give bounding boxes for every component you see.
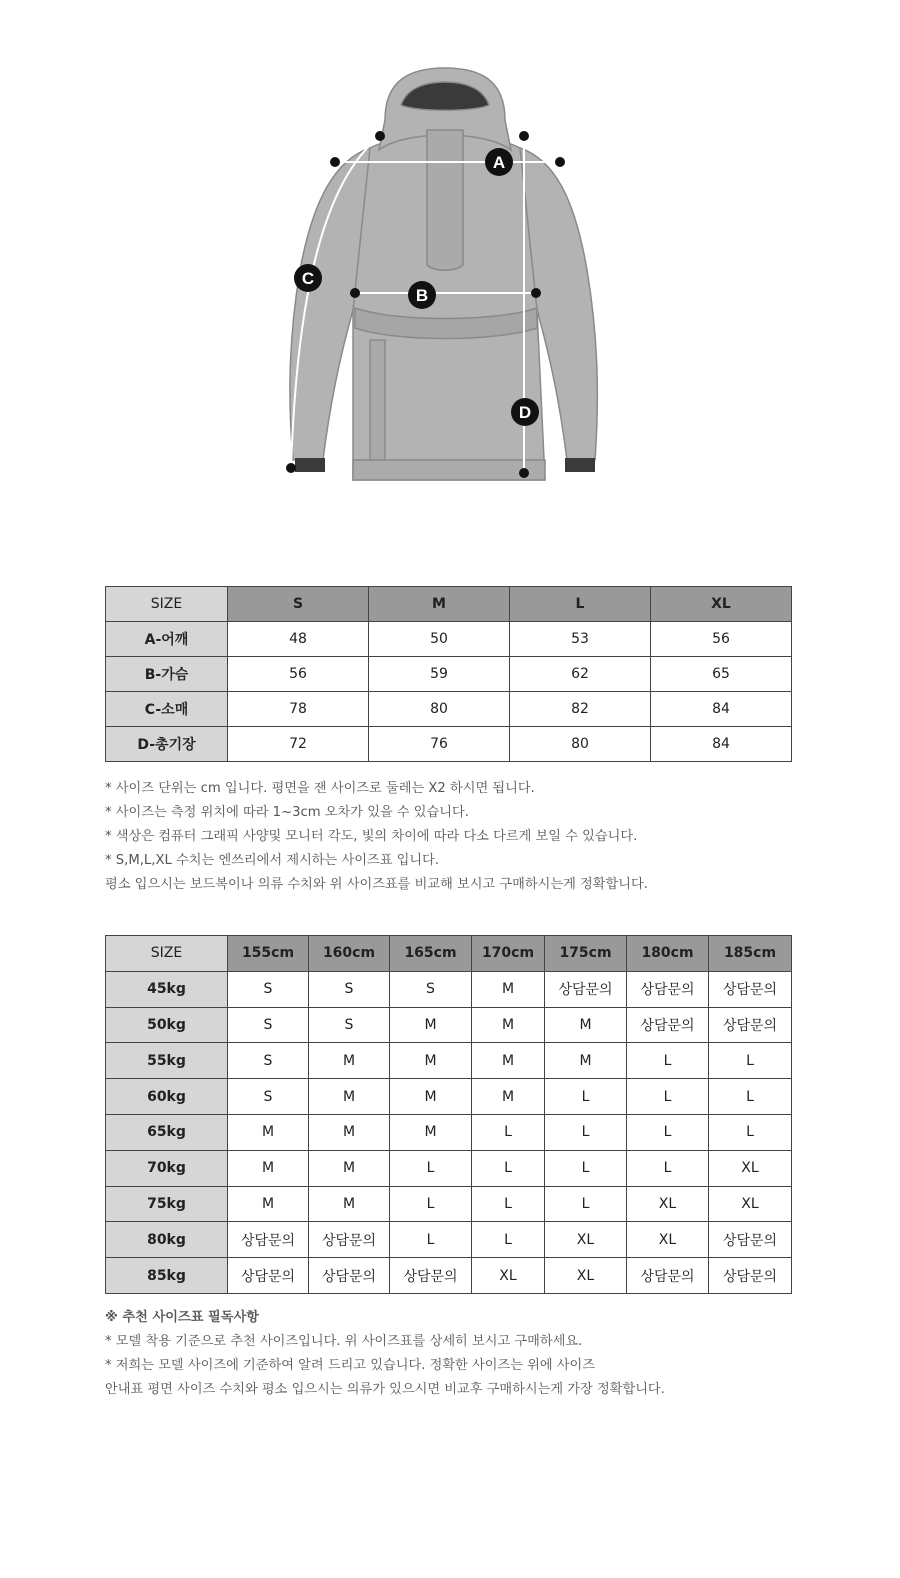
table-cell: L (472, 1114, 545, 1150)
row-label: 75kg (106, 1186, 228, 1222)
table-cell: 62 (510, 657, 651, 692)
table-cell: 59 (369, 657, 510, 692)
svg-text:D: D (518, 403, 532, 422)
table-cell: L (709, 1079, 792, 1115)
table-cell: 84 (651, 692, 792, 727)
table-cell: 80 (510, 727, 651, 762)
table-cell: 상담문의 (709, 1258, 792, 1294)
table-row (106, 1258, 792, 1294)
header-cell: S (228, 587, 369, 622)
note-line: * 저희는 모델 사이즈에 기준하여 알려 드리고 있습니다. 정확한 사이즈는 위에 사이즈 (105, 1358, 596, 1373)
table-cell: XL (627, 1186, 709, 1222)
header-cell: SIZE (106, 587, 228, 622)
table-row (106, 1079, 792, 1115)
table-cell: L (472, 1186, 545, 1222)
table-cell: S (390, 971, 472, 1007)
table-row (106, 1043, 792, 1079)
table-cell: 56 (651, 622, 792, 657)
row-label: D-총기장 (106, 727, 228, 762)
row-label: A-어깨 (106, 622, 228, 657)
header-cell: 180cm (627, 936, 709, 972)
table-cell: XL (709, 1186, 792, 1222)
table-cell: XL (545, 1222, 627, 1258)
table-cell: XL (472, 1258, 545, 1294)
row-label: 70kg (106, 1150, 228, 1186)
table-cell: S (309, 971, 390, 1007)
row-label: B-가슴 (106, 657, 228, 692)
table-cell: 상담문의 (627, 1007, 709, 1043)
table-row (106, 1007, 792, 1043)
table-cell: M (472, 971, 545, 1007)
jacket-measurement-figure (275, 60, 615, 500)
table-cell: M (309, 1114, 390, 1150)
table-cell: XL (709, 1150, 792, 1186)
table-cell: 상담문의 (627, 1258, 709, 1294)
note-line: * 모델 착용 기준으로 추천 사이즈입니다. 위 사이즈표를 상세히 보시고 구매하세요. (105, 1334, 583, 1349)
header-cell: L (510, 587, 651, 622)
table-cell: L (709, 1043, 792, 1079)
table-row (106, 971, 792, 1007)
table-cell: 82 (510, 692, 651, 727)
table-cell: L (627, 1043, 709, 1079)
table-cell: 상담문의 (709, 1222, 792, 1258)
table-cell: M (228, 1114, 309, 1150)
marker-a (485, 148, 513, 176)
table-cell: 80 (369, 692, 510, 727)
table-cell: 상담문의 (309, 1222, 390, 1258)
table-cell: 84 (651, 727, 792, 762)
table-cell: L (390, 1150, 472, 1186)
table-cell: L (545, 1186, 627, 1222)
note-line: * 사이즈는 측정 위치에 따라 1~3cm 오차가 있을 수 있습니다. (105, 805, 469, 820)
table-cell: 53 (510, 622, 651, 657)
table-cell: L (472, 1222, 545, 1258)
recommendation-notes (105, 1306, 665, 1402)
header-cell: XL (651, 587, 792, 622)
marker-b (408, 281, 436, 309)
note-line: * 색상은 컴퓨터 그래픽 사양및 모니터 각도, 빛의 차이에 따라 다소 다르게 보일 수 있습니다. (105, 829, 638, 844)
table-cell: 상담문의 (309, 1258, 390, 1294)
table-cell: M (472, 1079, 545, 1115)
table-cell: L (390, 1186, 472, 1222)
table-row (106, 1114, 792, 1150)
table-cell: M (472, 1043, 545, 1079)
svg-text:C: C (301, 269, 315, 288)
note-line: 안내표 평면 사이즈 수치와 평소 입으시는 의류가 있으시면 비교후 구매하시는게 가장 정확합니다. (105, 1382, 665, 1397)
row-label: 85kg (106, 1258, 228, 1294)
note-line: * 사이즈 단위는 cm 입니다. 평면을 잰 사이즈로 둘레는 X2 하시면 됩니다. (105, 781, 535, 796)
table-cell: XL (545, 1258, 627, 1294)
svg-text:B: B (415, 286, 429, 305)
table-header-row (106, 587, 792, 622)
svg-text:A: A (492, 153, 506, 172)
table-cell: L (545, 1079, 627, 1115)
table-cell: 상담문의 (709, 1007, 792, 1043)
header-cell: 185cm (709, 936, 792, 972)
table-cell: 50 (369, 622, 510, 657)
table-row (106, 1186, 792, 1222)
table-cell: L (709, 1114, 792, 1150)
table-cell: 상담문의 (390, 1258, 472, 1294)
table-cell: 56 (228, 657, 369, 692)
table-cell: 78 (228, 692, 369, 727)
table-cell: S (228, 1079, 309, 1115)
table-cell: M (228, 1150, 309, 1186)
note-line: * S,M,L,XL 수치는 엔쓰리에서 제시하는 사이즈표 입니다. (105, 853, 440, 868)
table-row (106, 1150, 792, 1186)
table-cell: M (228, 1186, 309, 1222)
table-cell: S (309, 1007, 390, 1043)
table-cell: S (228, 1007, 309, 1043)
table-cell: M (309, 1186, 390, 1222)
table-cell: M (390, 1043, 472, 1079)
table-cell: XL (627, 1222, 709, 1258)
table-cell: 상담문의 (228, 1258, 309, 1294)
recommended-size-table (105, 935, 792, 1294)
table-cell: 상담문의 (545, 971, 627, 1007)
row-label: 60kg (106, 1079, 228, 1115)
table-cell: L (545, 1150, 627, 1186)
row-label: 45kg (106, 971, 228, 1007)
header-cell: 155cm (228, 936, 309, 972)
table-header-row (106, 936, 792, 972)
right-cuff (565, 458, 595, 472)
row-label: 80kg (106, 1222, 228, 1258)
table-row (106, 1222, 792, 1258)
table-cell: L (472, 1150, 545, 1186)
row-label: 65kg (106, 1114, 228, 1150)
table-row (106, 727, 792, 762)
marker-c (294, 264, 322, 292)
header-cell: 170cm (472, 936, 545, 972)
header-cell: 160cm (309, 936, 390, 972)
table-cell: M (545, 1043, 627, 1079)
table-cell: 상담문의 (228, 1222, 309, 1258)
table-cell: S (228, 971, 309, 1007)
table-cell: M (472, 1007, 545, 1043)
note-line: 평소 입으시는 보드복이나 의류 수치와 위 사이즈표를 비교해 보시고 구매하시는게 정확합니다. (105, 877, 648, 892)
table-cell: L (390, 1222, 472, 1258)
table-cell: M (309, 1150, 390, 1186)
header-cell: 165cm (390, 936, 472, 972)
table-cell: L (627, 1114, 709, 1150)
size-notes (105, 777, 648, 897)
header-cell: 175cm (545, 936, 627, 972)
table-row (106, 692, 792, 727)
row-label: 55kg (106, 1043, 228, 1079)
row-label: C-소매 (106, 692, 228, 727)
table-cell: M (390, 1079, 472, 1115)
header-cell: M (369, 587, 510, 622)
table-cell: 48 (228, 622, 369, 657)
table-row (106, 657, 792, 692)
table-cell: M (309, 1079, 390, 1115)
table-row (106, 622, 792, 657)
table-cell: 상담문의 (627, 971, 709, 1007)
table-cell: S (228, 1043, 309, 1079)
table-cell: 65 (651, 657, 792, 692)
table-cell: M (309, 1043, 390, 1079)
row-label: 50kg (106, 1007, 228, 1043)
header-cell: SIZE (106, 936, 228, 972)
table-cell: L (545, 1114, 627, 1150)
table-cell: L (627, 1079, 709, 1115)
left-cuff (295, 458, 325, 472)
table-cell: 상담문의 (709, 971, 792, 1007)
table-cell: M (545, 1007, 627, 1043)
table-cell: M (390, 1114, 472, 1150)
table-cell: 76 (369, 727, 510, 762)
size-measurement-table (105, 586, 792, 762)
marker-d (511, 398, 539, 426)
table-cell: L (627, 1150, 709, 1186)
table-cell: 72 (228, 727, 369, 762)
jacket-illustration (290, 68, 597, 480)
notes-title: ※ 추천 사이즈표 필독사항 (105, 1310, 259, 1325)
table-cell: M (390, 1007, 472, 1043)
